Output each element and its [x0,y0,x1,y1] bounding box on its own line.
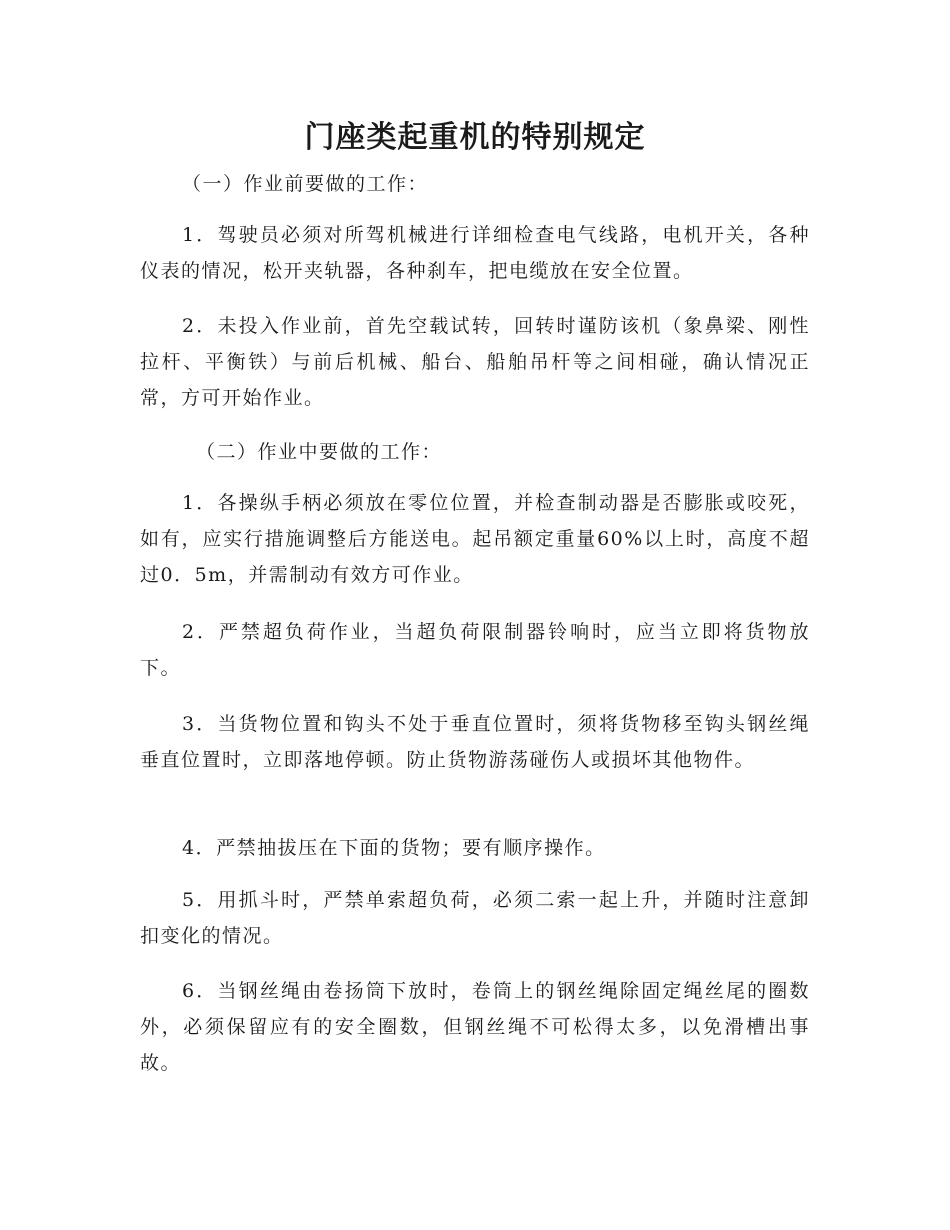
paragraph-1-1: 1．驾驶员必须对所驾机械进行详细检查电气线路，电机开关，各种仪表的情况，松开夹轨器，各种刹车，把电缆放在安全位置。 [140,224,810,282]
paragraph-2-4: 4．严禁抽拔压在下面的货物；要有顺序操作。 [182,837,606,859]
paragraph-2-1: 1．各操纵手柄必须放在零位位置，并检查制动器是否膨胀或咬死，如有，应实行措施调整后方能送电。起吊额定重量60%以上时，高度不超过0．5m，并需制动有效方可作业。 [140,492,810,586]
section-heading-2: （二）作业中要做的工作： [196,441,443,463]
page-title: 门座类起重机的特别规定 [304,120,646,155]
paragraph-2-2: 2．严禁超负荷作业，当超负荷限制器铃响时，应当立即将货物放下。 [140,621,810,679]
paragraph-2-5: 5．用抓斗时，严禁单索超负荷，必须二索一起上升，并随时注意卸扣变化的情况。 [140,889,810,947]
paragraph-2-3: 3．当货物位置和钩头不处于垂直位置时，须将货物移至钩头钢丝绳垂直位置时，立即落地停顿。防止货物游荡碰伤人或损坏其他物件。 [140,713,810,771]
section-heading-1: （一）作业前要做的工作： [182,173,429,195]
paragraph-2-6: 6．当钢丝绳由卷扬筒下放时，卷筒上的钢丝绳除固定绳丝尾的圈数外，必须保留应有的安全圈数，但钢丝绳不可松得太多，以免滑槽出事故。 [140,980,810,1074]
paragraph-1-2: 2．未投入作业前，首先空载试转，回转时谨防该机（象鼻梁、刚性拉杆、平衡铁）与前后机械、船台、船舶吊杆等之间相碰，确认情况正常，方可开始作业。 [140,315,810,409]
